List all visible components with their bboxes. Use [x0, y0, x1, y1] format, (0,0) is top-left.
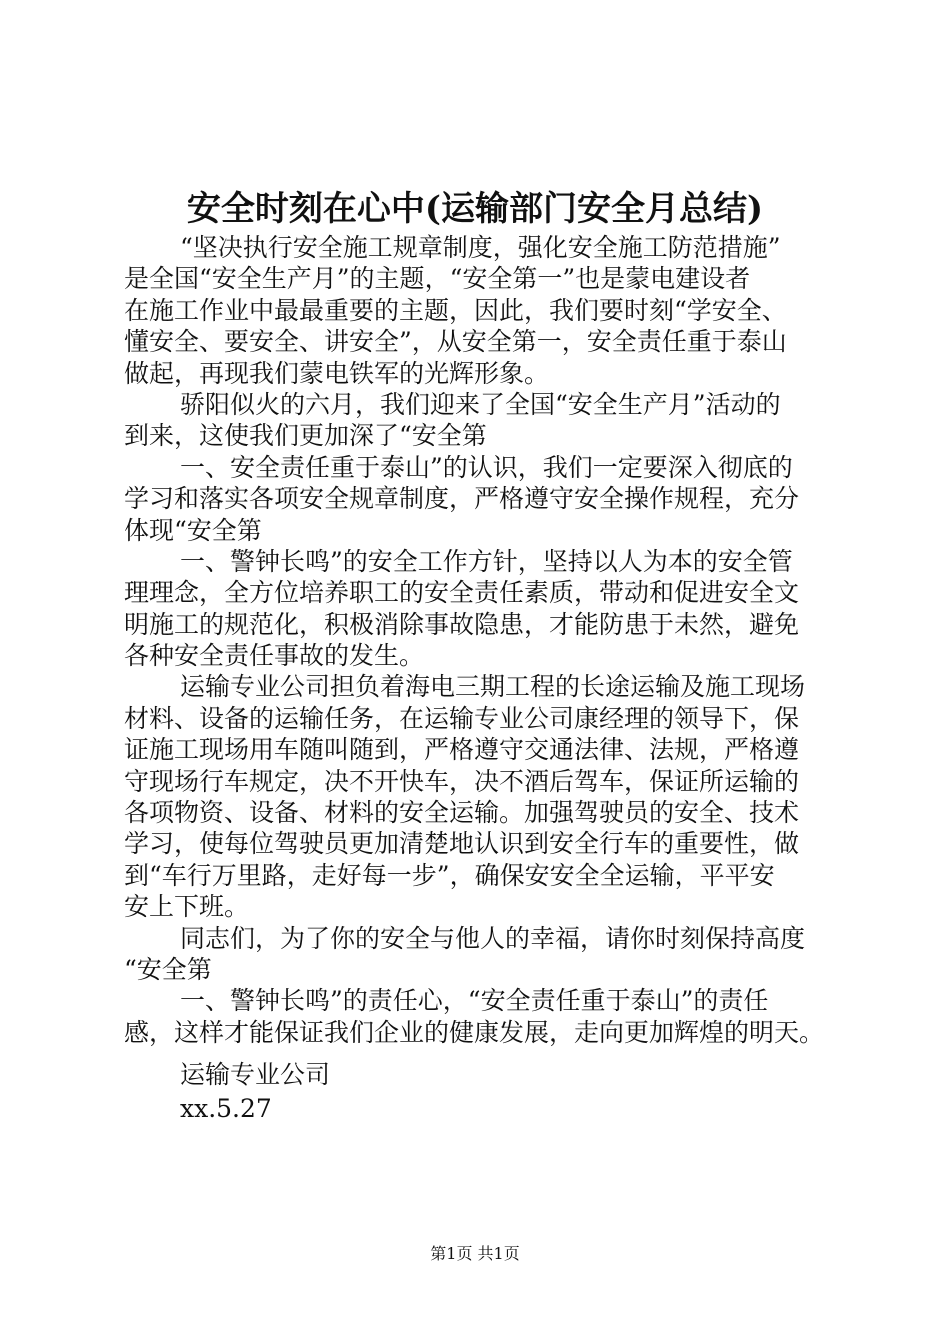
document-body [124, 232, 840, 1048]
paragraph-line: 在施工作业中最最重要的主题，因此，我们要时刻“学安全、 [124, 295, 787, 325]
page-footer: 第1页 共1页 [430, 1244, 520, 1263]
paragraph-line: 证施工现场用车随叫随到，严格遵守交通法律、法规，严格遵 [124, 735, 800, 765]
paragraph-line: 同志们，为了你的安全与他人的幸福，请你时刻保持高度 [180, 923, 806, 953]
paragraph-line: 一、安全责任重于泰山”的认识，我们一定要深入彻底的 [180, 452, 793, 482]
paragraph-line: 理理念，全方位培养职工的安全责任素质，带动和促进安全文 [124, 578, 800, 608]
signature-block [180, 1058, 330, 1126]
document-title: 安全时刻在心中(运输部门安全月总结) [186, 189, 764, 229]
paragraph-line: 骄阳似火的六月，我们迎来了全国“安全生产月”活动的 [180, 389, 781, 419]
paragraph-line: 是全国“安全生产月”的主题，“安全第一”也是蒙电建设者 [124, 264, 751, 294]
paragraph-line: 一、警钟长鸣”的责任心，“安全责任重于泰山”的责任 [180, 986, 769, 1016]
paragraph-line: 懂安全、要安全、讲安全”，从安全第一，安全责任重于泰山 [124, 327, 787, 357]
paragraph-line: 运输专业公司担负着海电三期工程的长途运输及施工现场 [180, 672, 806, 702]
signature-org: 运输专业公司 [180, 1060, 331, 1089]
paragraph-line: 体现“安全第 [124, 515, 262, 545]
paragraph-line: 安上下班。 [124, 892, 250, 922]
paragraph-line: 材料、设备的运输任务，在运输专业公司康经理的领导下，保 [124, 703, 800, 733]
paragraph-line: 学习和落实各项安全规章制度，严格遵守安全操作规程，充分 [124, 484, 800, 514]
paragraph-line: “坚决执行安全施工规章制度，强化安全施工防范措施” [180, 233, 781, 262]
paragraph-line: 守现场行车规定，决不开快车，决不酒后驾车，保证所运输的 [124, 766, 800, 796]
paragraph-line: 感，这样才能保证我们企业的健康发展，走向更加辉煌的明天。 [124, 1017, 825, 1047]
paragraph-line: 一、警钟长鸣”的安全工作方针，坚持以人为本的安全管 [180, 546, 793, 576]
paragraph-line: “安全第 [124, 954, 212, 984]
signature-date: xx.5.27 [180, 1094, 272, 1123]
paragraph-line: 做起，再现我们蒙电铁军的光辉形象。 [124, 358, 550, 388]
paragraph-line: 明施工的规范化，积极消除事故隐患，才能防患于未然，避免 [124, 609, 800, 639]
paragraph-line: 到来，这使我们更加深了“安全第 [124, 421, 487, 451]
paragraph-line: 各项物资、设备、材料的安全运输。加强驾驶员的安全、技术 [124, 798, 800, 828]
paragraph-line: 学习，使每位驾驶员更加清楚地认识到安全行车的重要性，做 [124, 829, 800, 859]
paragraph-line: 到“车行万里路，走好每一步”，确保安安全全运输，平平安 [124, 860, 775, 890]
paragraph-line: 各种安全责任事故的发生。 [124, 641, 425, 671]
